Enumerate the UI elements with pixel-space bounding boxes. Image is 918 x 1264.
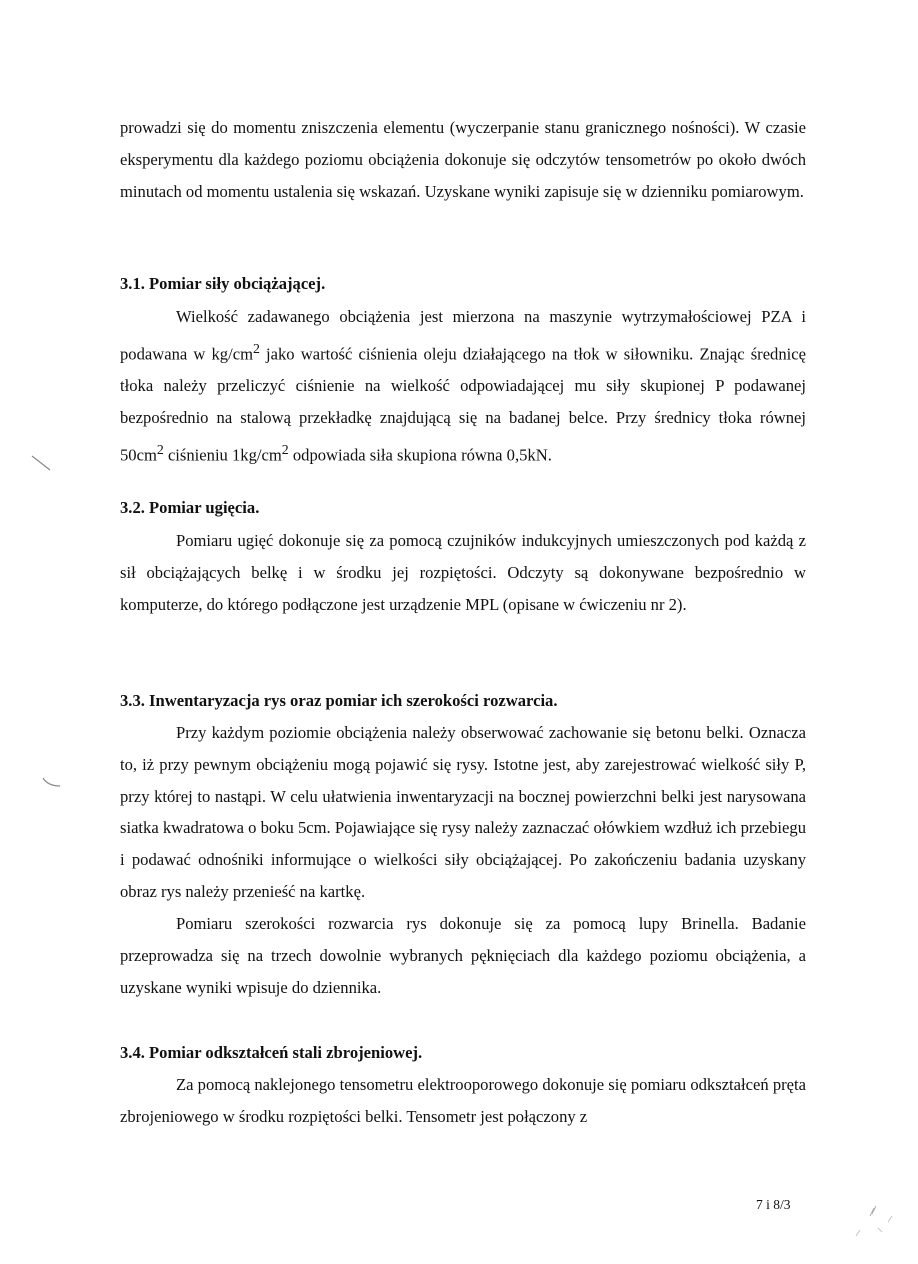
scan-mark-corner <box>848 1170 908 1250</box>
section-3-3-paragraph-2: Pomiaru szerokości rozwarcia rys dokonuje się za pomocą lupy Brinella. Badanie przeprowadza się na trzech dowolnie wybranych pęknięciach dla każdego poziomu obciążenia, a uzyskane wyniki wpisuje do dziennika. <box>120 914 806 997</box>
section-3-3-paragraph-1: Przy każdym poziomie obciążenia należy obserwować zachowanie się betonu belki. Oznacza to, iż przy pewnym obciążeniu mogą pojawić się rysy. Istotne jest, aby zarejestrować wielkość siły P, przy której to nastąpi. W celu ułatwienia inwentaryzacji na bocznej powierzchni belki jest narysowana siatka kwadratowa o boku 5cm. Pojawiające się rysy należy zaznaczać ołówkiem wzdłuż ich przebiegu i podawać odnośniki informujące o wielkości siły obciążającej. Po zakończeniu badania uzyskany obraz rys należy przenieść na kartkę. <box>120 723 806 901</box>
scan-mark-left-2 <box>40 772 70 800</box>
page-number: 7 i 8/3 <box>756 1197 791 1212</box>
intro-paragraph: prowadzi się do momentu zniszczenia elementu (wyczerpanie stanu granicznego nośności). W czasie eksperymentu dla każdego poziomu obciążenia dokonuje się odczytów tensometrów po około dwóch minutach od momentu ustalenia się wskazań. Uzyskane wyniki zapisuje się w dzienniku pomiarowym. <box>120 118 806 201</box>
section-3-1-text-3: ciśnieniu 1kg/cm <box>163 445 282 465</box>
scan-mark-left-1 <box>28 452 58 474</box>
section-3-2-paragraph: Pomiaru ugięć dokonuje się za pomocą czujników indukcyjnych umieszczonych pod każdą z sił obciążających belkę i w środku jej rozpiętości. Odczyty są dokonywane bezpośrednio w komputerze, do którego podłączone jest urządzenie MPL (opisane w ćwiczeniu nr 2). <box>120 531 806 614</box>
superscript-2-c: 2 <box>281 441 289 457</box>
section-3-1-text-2: jako wartość ciśnienia oleju działającego na tłok w siłowniku. Znając średnicę tłoka należy przeliczyć ciśnienie na wielkość odpowiadającej mu siły skupionej P podawanej bezpośrednio na stalową przekładkę znajdującą się na badanej belce. Przy średnicy tłoka równej 50cm <box>120 344 806 465</box>
section-3-1-text-4: odpowiada siła skupiona równa 0,5kN. <box>288 445 552 465</box>
superscript-2-b: 2 <box>156 441 164 457</box>
section-heading-3-3: 3.3. Inwentaryzacja rys oraz pomiar ich szerokości rozwarcia. <box>120 691 558 710</box>
section-heading-3-1: 3.1. Pomiar siły obciążającej. <box>120 274 326 293</box>
section-3-1-text-1: Wielkość zadawanego obciążenia jest mierzona na maszynie wytrzymałościowej PZA i podawana w kg/cm <box>120 307 806 364</box>
superscript-2-a: 2 <box>252 340 260 356</box>
section-heading-3-2: 3.2. Pomiar ugięcia. <box>120 498 260 517</box>
section-3-1-paragraph <box>120 301 806 471</box>
section-3-4-paragraph: Za pomocą naklejonego tensometru elektrooporowego dokonuje się pomiaru odkształceń pręta zbrojeniowego w środku rozpiętości belki. Tensometr jest połączony z <box>120 1075 806 1126</box>
section-heading-3-4: 3.4. Pomiar odkształceń stali zbrojeniowej. <box>120 1043 423 1062</box>
